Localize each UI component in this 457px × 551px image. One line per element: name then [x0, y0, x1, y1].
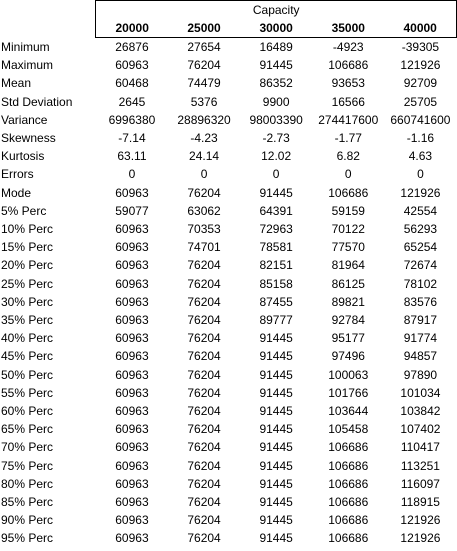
value-cell: 91445 — [259, 385, 293, 400]
value-cell: 2645 — [118, 94, 146, 109]
row-label: 70% Perc — [1, 440, 54, 455]
value-cell: 9900 — [262, 94, 290, 109]
table-row — [0, 457, 457, 475]
value-cell: 76204 — [187, 531, 221, 546]
row-label: 25% Perc — [1, 276, 54, 291]
value-cell: 74479 — [187, 76, 221, 91]
value-cell: 91445 — [259, 403, 293, 418]
value-cell: 16489 — [259, 39, 293, 54]
value-cell: 60963 — [115, 349, 149, 364]
value-cell: 60963 — [115, 185, 149, 200]
value-cell: 76204 — [187, 258, 221, 273]
table-row — [0, 493, 457, 511]
table-row — [0, 129, 457, 147]
row-label: Kurtosis — [1, 149, 45, 164]
value-cell: 56293 — [403, 221, 438, 236]
value-cell: 107402 — [400, 422, 441, 437]
value-cell: 76204 — [187, 422, 221, 437]
value-cell: 89821 — [331, 294, 365, 309]
statistics-body — [0, 37, 457, 547]
table-row — [0, 37, 457, 56]
table-row — [0, 329, 457, 347]
value-cell: 6.82 — [336, 149, 360, 164]
value-cell: 82151 — [259, 258, 293, 273]
value-cell: 91445 — [259, 367, 293, 382]
table-row — [0, 74, 457, 92]
table-row — [0, 402, 457, 420]
value-cell: 0 — [344, 167, 352, 182]
row-label: Skewness — [1, 130, 56, 145]
value-cell: 76204 — [187, 458, 221, 473]
value-cell: 76204 — [187, 58, 221, 73]
table-row — [0, 275, 457, 293]
value-cell: 4.63 — [408, 149, 433, 164]
value-cell: 91445 — [259, 58, 293, 73]
value-cell: 60468 — [115, 76, 149, 91]
value-cell: 60963 — [115, 531, 149, 546]
table-row — [0, 384, 457, 402]
value-cell: 60963 — [115, 403, 149, 418]
table-row — [0, 293, 457, 311]
value-cell: 121926 — [400, 531, 441, 546]
value-cell: 60963 — [115, 331, 149, 346]
value-cell: 92784 — [331, 312, 365, 327]
value-cell: 110417 — [400, 440, 440, 455]
value-cell: 59159 — [331, 203, 365, 218]
value-cell: 92709 — [403, 76, 438, 91]
value-cell: 16566 — [331, 94, 365, 109]
value-cell: -7.14 — [118, 130, 146, 145]
column-header: 20000 — [96, 19, 168, 38]
value-cell: 60963 — [115, 494, 149, 509]
title-row — [0, 1, 457, 19]
value-cell: 60963 — [115, 312, 149, 327]
value-cell: 91445 — [259, 531, 293, 546]
value-cell: 106686 — [328, 476, 369, 491]
value-cell: 121926 — [400, 185, 441, 200]
value-cell: 76204 — [187, 367, 221, 382]
value-cell: 76204 — [187, 513, 221, 528]
value-cell: 77570 — [331, 240, 365, 255]
table-row — [0, 420, 457, 438]
value-cell: 86352 — [259, 76, 293, 91]
row-label: 60% Perc — [1, 403, 54, 418]
value-cell: 121926 — [400, 58, 441, 73]
column-header-row — [0, 19, 457, 38]
value-cell: 60963 — [115, 367, 149, 382]
value-cell: 91774 — [403, 331, 438, 346]
corner-cell — [0, 1, 96, 19]
value-cell: 60963 — [115, 221, 149, 236]
value-cell: 91445 — [259, 494, 293, 509]
table-row — [0, 511, 457, 529]
value-cell: 0 — [417, 167, 424, 182]
value-cell: 91445 — [259, 476, 293, 491]
value-cell: -4923 — [332, 39, 364, 54]
column-header: 40000 — [384, 19, 456, 38]
row-label: 85% Perc — [1, 494, 54, 509]
value-cell: 65254 — [403, 240, 438, 255]
value-cell: 26876 — [115, 39, 149, 54]
capacity-title: Capacity — [96, 1, 457, 19]
value-cell: 100063 — [328, 367, 369, 382]
value-cell: 60963 — [115, 513, 149, 528]
value-cell: 63.11 — [117, 149, 147, 164]
value-cell: 81964 — [331, 258, 365, 273]
column-header: 35000 — [312, 19, 384, 38]
value-cell: 106686 — [328, 513, 369, 528]
value-cell: 27654 — [187, 39, 221, 54]
value-cell: 60963 — [115, 258, 149, 273]
row-label: 65% Perc — [1, 422, 54, 437]
value-cell: 25705 — [403, 94, 438, 109]
value-cell: -4.23 — [190, 130, 218, 145]
value-cell: 91445 — [259, 185, 293, 200]
value-cell: 76204 — [187, 440, 221, 455]
value-cell: -2.73 — [262, 130, 290, 145]
row-label: Minimum — [1, 39, 50, 54]
value-cell: 660741600 — [390, 112, 451, 127]
row-label: 30% Perc — [1, 294, 54, 309]
value-cell: 106686 — [328, 531, 369, 546]
value-cell: 78102 — [403, 276, 438, 291]
value-cell: 91445 — [259, 422, 293, 437]
value-cell: 60963 — [115, 440, 149, 455]
row-label: 20% Perc — [1, 258, 54, 273]
value-cell: -39305 — [401, 39, 440, 54]
value-cell: 74701 — [187, 240, 221, 255]
value-cell: 24.14 — [189, 149, 220, 164]
value-cell: 87455 — [259, 294, 293, 309]
value-cell: 60963 — [115, 476, 149, 491]
value-cell: 78581 — [259, 240, 293, 255]
value-cell: 93653 — [331, 76, 365, 91]
value-cell: 101034 — [400, 385, 441, 400]
value-cell: 76204 — [187, 385, 221, 400]
value-cell: 106686 — [328, 58, 369, 73]
value-cell: 101766 — [328, 385, 369, 400]
value-cell: 94857 — [403, 349, 438, 364]
table-row — [0, 311, 457, 329]
value-cell: 6996380 — [108, 112, 156, 127]
value-cell: 98003390 — [249, 112, 303, 127]
value-cell: 60963 — [115, 422, 149, 437]
value-cell: 91445 — [259, 349, 293, 364]
value-cell: 91445 — [259, 513, 293, 528]
value-cell: 76204 — [187, 403, 221, 418]
row-label: 50% Perc — [1, 367, 54, 382]
value-cell: 116097 — [400, 476, 440, 491]
value-cell: 97496 — [331, 349, 365, 364]
table-row — [0, 438, 457, 456]
value-cell: 76204 — [187, 476, 221, 491]
value-cell: 106686 — [328, 185, 369, 200]
value-cell: 91445 — [259, 440, 293, 455]
value-cell: 59077 — [115, 203, 149, 218]
row-label: 90% Perc — [1, 513, 54, 528]
value-cell: 274417600 — [318, 112, 379, 127]
column-header: 25000 — [168, 19, 240, 38]
value-cell: 28896320 — [177, 112, 231, 127]
table-row — [0, 111, 457, 129]
table-row — [0, 220, 457, 238]
value-cell: 0 — [200, 167, 208, 182]
table-row — [0, 238, 457, 256]
row-label: Errors — [1, 167, 34, 182]
value-cell: 5376 — [190, 94, 218, 109]
row-label: Variance — [1, 112, 48, 127]
value-cell: 103842 — [400, 403, 441, 418]
value-cell: -1.77 — [334, 130, 362, 145]
table-row — [0, 147, 457, 165]
row-label: Maximum — [1, 58, 54, 73]
value-cell: 118915 — [400, 494, 440, 509]
row-label: 15% Perc — [1, 240, 54, 255]
value-cell: 76204 — [187, 494, 221, 509]
value-cell: 76204 — [187, 185, 221, 200]
value-cell: 83576 — [403, 294, 438, 309]
value-cell: 106686 — [328, 458, 369, 473]
value-cell: 89777 — [259, 312, 293, 327]
value-cell: 103644 — [328, 403, 369, 418]
row-label: Mean — [1, 76, 32, 91]
value-cell: 76204 — [187, 331, 221, 346]
value-cell: 60963 — [115, 276, 149, 291]
column-header: 30000 — [240, 19, 312, 38]
value-cell: 106686 — [328, 494, 369, 509]
value-cell: 60963 — [115, 294, 149, 309]
value-cell: 64391 — [259, 203, 293, 218]
corner-cell — [0, 19, 96, 38]
value-cell: 85158 — [259, 276, 293, 291]
value-cell: 72674 — [403, 258, 438, 273]
value-cell: 105458 — [328, 422, 369, 437]
value-cell: 76204 — [187, 312, 221, 327]
row-label: 95% Perc — [1, 531, 54, 546]
value-cell: 97890 — [403, 367, 438, 382]
value-cell: 60963 — [115, 240, 149, 255]
table-row — [0, 56, 457, 74]
row-label: 80% Perc — [1, 476, 54, 491]
row-label: 55% Perc — [1, 385, 54, 400]
value-cell: 63062 — [187, 203, 221, 218]
row-label: 10% Perc — [1, 221, 54, 236]
value-cell: 60963 — [115, 385, 149, 400]
table-row — [0, 93, 457, 111]
value-cell: 95177 — [331, 331, 365, 346]
table-row — [0, 184, 457, 202]
value-cell: 0 — [128, 167, 136, 182]
value-cell: 76204 — [187, 276, 221, 291]
table-row — [0, 475, 457, 493]
value-cell: 70122 — [331, 221, 365, 236]
row-label: Std Deviation — [1, 94, 73, 109]
value-cell: 121926 — [400, 513, 441, 528]
value-cell: 70353 — [187, 221, 221, 236]
value-cell: 91445 — [259, 458, 293, 473]
value-cell: 0 — [272, 167, 280, 182]
value-cell: 72963 — [259, 221, 293, 236]
value-cell: -1.16 — [406, 130, 435, 145]
row-label: 35% Perc — [1, 312, 54, 327]
value-cell: 42554 — [403, 203, 438, 218]
row-label: 40% Perc — [1, 331, 54, 346]
value-cell: 106686 — [328, 440, 369, 455]
value-cell: 76204 — [187, 294, 221, 309]
table-row — [0, 202, 457, 220]
value-cell: 86125 — [331, 276, 365, 291]
table-row — [0, 256, 457, 274]
row-label: Mode — [1, 185, 32, 200]
value-cell: 12.02 — [261, 149, 292, 164]
value-cell: 60963 — [115, 458, 149, 473]
table-row — [0, 347, 457, 365]
table-row — [0, 366, 457, 384]
value-cell: 60963 — [115, 58, 149, 73]
row-label: 5% Perc — [1, 203, 47, 218]
value-cell: 76204 — [187, 349, 221, 364]
value-cell: 91445 — [259, 331, 293, 346]
value-cell: 113251 — [400, 458, 440, 473]
value-cell: 87917 — [403, 312, 438, 327]
table-row — [0, 529, 457, 547]
row-label: 45% Perc — [1, 349, 54, 364]
table-row — [0, 165, 457, 183]
row-label: 75% Perc — [1, 458, 54, 473]
